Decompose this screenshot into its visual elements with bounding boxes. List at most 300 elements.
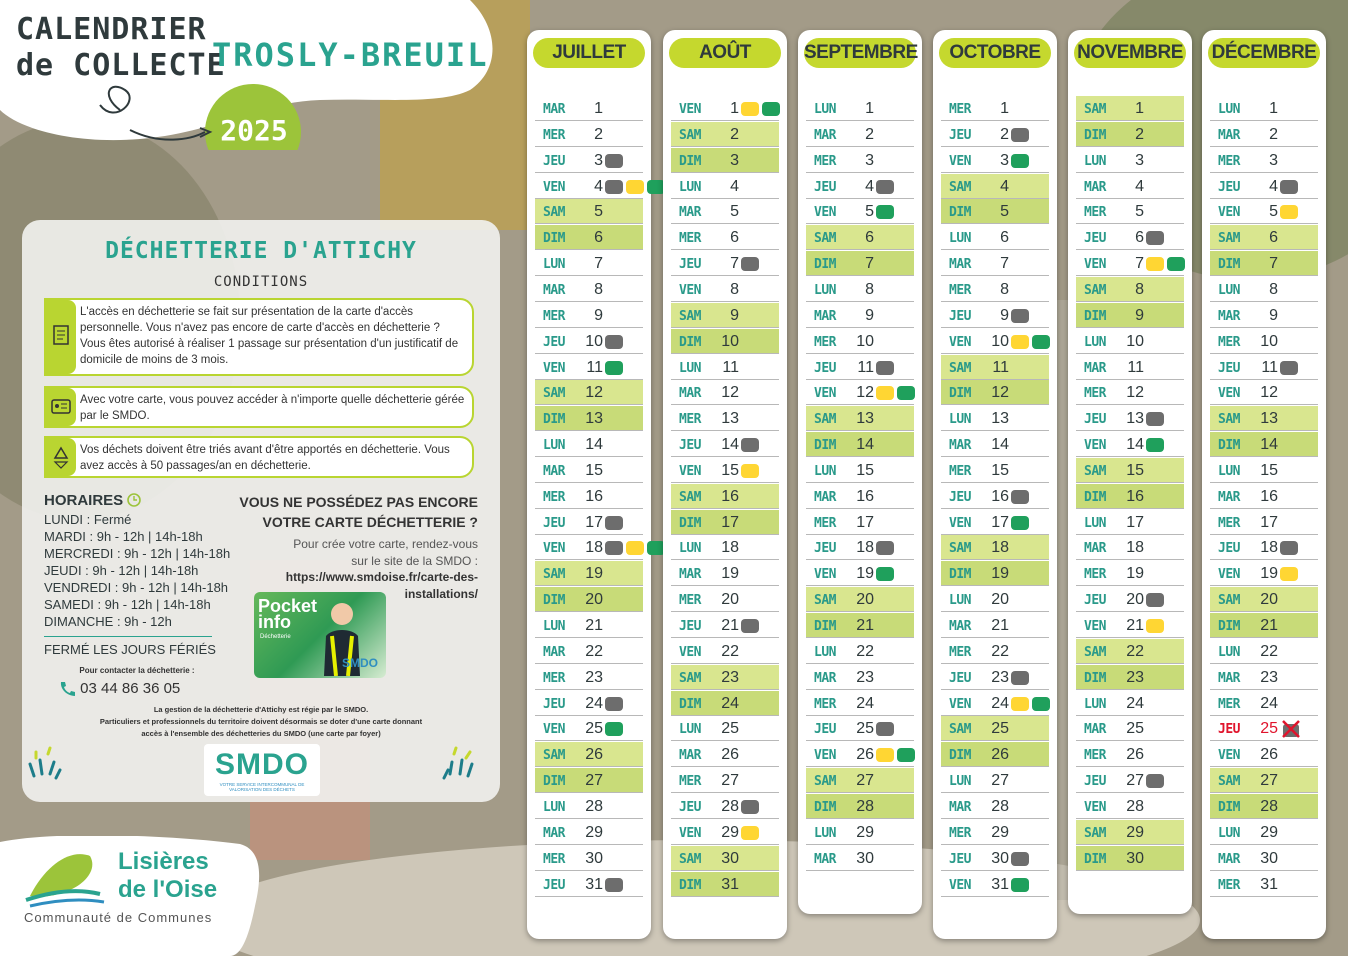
clock-icon: [127, 493, 141, 507]
day-row: [535, 96, 643, 121]
day-name: MAR: [1084, 722, 1106, 738]
day-name: JEU: [949, 127, 971, 143]
day-row: [1210, 303, 1318, 328]
day-number: 5: [1000, 203, 1009, 221]
day-number: 8: [1135, 280, 1144, 298]
day-row: [1076, 432, 1184, 457]
day-number: 25: [1126, 720, 1144, 738]
day-row: [1076, 199, 1184, 224]
day-number: 7: [1269, 255, 1278, 273]
day-name: VEN: [1084, 257, 1106, 273]
day-number: 23: [585, 668, 603, 686]
day-row: [941, 458, 1049, 483]
day-name: LUN: [543, 619, 565, 634]
day-row: [941, 380, 1049, 405]
day-number: 29: [1260, 823, 1278, 841]
year-badge: 2025: [220, 114, 288, 147]
day-number: 13: [991, 410, 1009, 428]
day-number: 25: [856, 720, 874, 738]
day-number: 13: [856, 410, 874, 428]
day-number: 13: [1126, 410, 1144, 428]
day-number: 17: [721, 513, 739, 531]
day-row: [1210, 768, 1318, 793]
day-number: 3: [865, 151, 874, 169]
day-number: 24: [1126, 694, 1144, 712]
horaire-line: MERCREDI : 9h - 12h | 14h-18h: [44, 546, 231, 561]
day-number: 6: [1269, 229, 1278, 247]
day-name: MAR: [1218, 851, 1240, 867]
day-number: 22: [991, 642, 1009, 660]
day-name: MAR: [1218, 308, 1240, 324]
day-number: 16: [1260, 487, 1278, 505]
day-row: [535, 484, 643, 509]
day-number: 10: [585, 332, 603, 350]
horaire-line: JEUDI : 9h - 12h | 14h-18h: [44, 563, 199, 578]
day-number: 16: [1126, 487, 1144, 505]
day-number: 4: [1000, 177, 1009, 195]
day-row: [806, 148, 914, 173]
day-name: MER: [949, 282, 971, 298]
day-row: [806, 510, 914, 535]
day-name: DIM: [1084, 851, 1106, 867]
day-row: [1076, 458, 1184, 483]
town-title: TROSLY-BREUIL: [212, 36, 489, 74]
day-number: 1: [730, 100, 739, 117]
day-row: [941, 510, 1049, 535]
day-row: [671, 535, 779, 560]
day-row: [671, 251, 779, 276]
day-row: [941, 406, 1049, 431]
condition-box-3: [44, 436, 474, 478]
day-name: DIM: [679, 515, 701, 531]
day-row: [806, 174, 914, 199]
day-row: [1210, 122, 1318, 147]
day-row: [941, 225, 1049, 250]
link-line-2[interactable]: installations/: [404, 587, 478, 601]
day-row: [1076, 665, 1184, 690]
day-row: [1076, 329, 1184, 354]
day-row: [941, 716, 1049, 741]
day-name: JEU: [1084, 774, 1106, 790]
day-row: [1076, 251, 1184, 276]
day-name: DIM: [1084, 670, 1106, 686]
document-icon: [46, 300, 76, 374]
day-name: MAR: [679, 567, 701, 583]
glass-bin-icon: [876, 205, 894, 219]
day-number: 20: [1260, 591, 1278, 609]
day-row: [535, 355, 643, 380]
day-name: DIM: [1218, 619, 1240, 634]
day-row: [671, 561, 779, 586]
day-number: 11: [1127, 358, 1144, 376]
note-line-1: La gestion de la déchetterie d'Attichy est régie par le SMDO.: [153, 705, 369, 714]
management-note: [52, 704, 470, 740]
day-name: MER: [679, 231, 701, 247]
day-name: JEU: [1218, 541, 1240, 557]
day-row: [806, 742, 914, 767]
day-name: MER: [814, 696, 836, 712]
day-number: 1: [865, 100, 874, 117]
day-row: [1210, 484, 1318, 509]
day-row: [806, 122, 914, 147]
day-number: 4: [1269, 177, 1278, 195]
month-name: AOÛT: [699, 42, 751, 63]
day-name: SAM: [1084, 282, 1106, 298]
day-name: JEU: [814, 541, 836, 557]
month-name: OCTOBRE: [949, 42, 1041, 63]
day-number: 18: [856, 539, 874, 557]
day-name: JEU: [1084, 231, 1106, 247]
day-row: [535, 122, 643, 147]
day-number: 17: [856, 513, 874, 531]
day-number: 1: [1269, 100, 1278, 117]
horaires-label: HORAIRES: [44, 492, 124, 509]
day-row: [671, 329, 779, 354]
day-row: [1210, 691, 1318, 716]
day-name: DIM: [679, 696, 701, 712]
day-number: 7: [865, 255, 874, 273]
day-row: [806, 535, 914, 560]
household-waste-bin-icon: [741, 257, 759, 271]
day-name: JEU: [679, 619, 701, 634]
day-number: 12: [585, 384, 603, 402]
day-row: [1210, 665, 1318, 690]
note-line-2: Particuliers et professionnels du territoire doivent désormais se doter d'une carte donnant: [99, 717, 423, 726]
household-waste-bin-icon: [741, 800, 759, 814]
day-name: SAM: [949, 179, 971, 195]
day-row: [806, 355, 914, 380]
sparkle-left-icon: [28, 740, 62, 780]
day-number: 15: [1126, 461, 1144, 479]
day-name: MER: [543, 489, 565, 505]
day-name: VEN: [679, 825, 701, 841]
day-row: [806, 639, 914, 664]
day-row: [535, 587, 643, 612]
day-name: MER: [1084, 567, 1106, 583]
day-name: DIM: [679, 334, 701, 350]
day-number: 8: [730, 280, 739, 298]
day-row: [806, 665, 914, 690]
household-waste-bin-icon: [876, 361, 894, 375]
day-name: JEU: [679, 799, 701, 815]
day-number: 23: [856, 668, 874, 686]
note-line-3: accès à l'ensemble des déchetteries du SMDO (une carte par foyer): [141, 729, 381, 738]
day-row: [535, 380, 643, 405]
day-name: MAR: [814, 489, 836, 505]
month-header: [804, 38, 916, 68]
day-number: 13: [1260, 410, 1278, 428]
day-row: [535, 768, 643, 793]
day-number: 14: [991, 436, 1009, 454]
day-row: [535, 458, 643, 483]
day-row: [1210, 406, 1318, 431]
day-number: 28: [1260, 797, 1278, 815]
day-name: VEN: [543, 541, 565, 557]
day-row: [941, 174, 1049, 199]
day-row: [671, 768, 779, 793]
day-name: JEU: [814, 360, 836, 376]
day-name: VEN: [814, 567, 836, 583]
day-name: MER: [543, 670, 565, 686]
smdo-logo-text: SMDO: [215, 748, 309, 781]
day-number: 1: [1135, 100, 1144, 117]
title-line1: CALENDRIER: [16, 12, 207, 47]
day-number: 25: [1260, 720, 1278, 738]
day-name: VEN: [814, 748, 836, 764]
day-number: 12: [1260, 384, 1278, 402]
day-name: LUN: [814, 102, 836, 117]
pocket-subtitle: Déchetterie: [260, 634, 291, 640]
day-number: 28: [856, 797, 874, 815]
day-row: [671, 742, 779, 767]
day-name: DIM: [949, 386, 971, 402]
day-number: 5: [594, 203, 603, 221]
dechetterie-panel: [22, 220, 500, 802]
day-name: JEU: [543, 515, 565, 531]
day-name: MER: [814, 334, 836, 350]
glass-bin-icon: [1011, 878, 1029, 892]
phone-number: [58, 680, 180, 697]
pocket-logo: SMDO: [342, 656, 378, 670]
day-row: [671, 794, 779, 819]
day-name: LUN: [679, 541, 701, 557]
day-number: 3: [594, 151, 603, 169]
day-row: [941, 148, 1049, 173]
day-row: [1076, 820, 1184, 845]
day-number: 6: [730, 229, 739, 247]
day-number: 27: [856, 772, 874, 790]
day-row: [671, 665, 779, 690]
day-number: 27: [721, 772, 739, 790]
day-number: 29: [1126, 823, 1144, 841]
day-row: [671, 174, 779, 199]
day-number: 27: [991, 772, 1009, 790]
day-row: [806, 561, 914, 586]
day-name: SAM: [1218, 231, 1240, 247]
day-row: [671, 510, 779, 535]
day-name: MER: [1218, 334, 1240, 350]
day-name: MAR: [543, 644, 565, 660]
day-name: JEU: [1218, 722, 1240, 738]
day-row: [941, 768, 1049, 793]
day-row: [671, 303, 779, 328]
month-name: DÉCEMBRE: [1211, 42, 1317, 63]
day-row: [941, 872, 1049, 897]
day-name: JEU: [679, 438, 701, 454]
day-number: 9: [1269, 306, 1278, 324]
day-number: 2: [1269, 125, 1278, 143]
day-name: MER: [1218, 515, 1240, 531]
day-row: [941, 355, 1049, 380]
day-row: [671, 820, 779, 845]
day-number: 5: [1135, 203, 1144, 221]
day-number: 15: [1260, 461, 1278, 479]
day-row: [535, 225, 643, 250]
day-row: [671, 716, 779, 741]
day-number: 7: [730, 255, 739, 273]
day-name: JEU: [949, 851, 971, 867]
day-name: SAM: [1084, 463, 1106, 479]
day-number: 14: [721, 436, 739, 454]
smdo-logo: [204, 744, 320, 796]
day-row: [671, 199, 779, 224]
day-name: MER: [1218, 153, 1240, 169]
day-name: MER: [679, 412, 701, 428]
day-number: 19: [721, 565, 739, 583]
day-row: [535, 406, 643, 431]
day-number: 14: [856, 436, 874, 454]
recycling-bin-icon: [1011, 697, 1029, 711]
day-number: 28: [991, 797, 1009, 815]
day-row: [806, 432, 914, 457]
day-row: [806, 251, 914, 276]
day-row: [941, 329, 1049, 354]
day-row: [941, 303, 1049, 328]
day-number: 5: [865, 203, 874, 221]
day-name: MER: [679, 593, 701, 609]
day-row: [671, 691, 779, 716]
phone-icon: [58, 680, 76, 696]
phone-text: 03 44 86 36 05: [80, 680, 181, 697]
day-row: [1076, 561, 1184, 586]
glass-bin-icon: [605, 361, 623, 375]
day-row: [806, 691, 914, 716]
divider: [44, 636, 212, 637]
day-row: [535, 199, 643, 224]
day-name: MER: [814, 515, 836, 531]
month-column-3: [798, 30, 922, 914]
day-number: 10: [721, 332, 739, 350]
day-name: LUN: [1084, 696, 1106, 712]
day-name: SAM: [949, 722, 971, 738]
day-name: SAM: [949, 360, 971, 376]
day-row: [806, 329, 914, 354]
day-name: MAR: [1218, 670, 1240, 686]
day-number: 23: [1260, 668, 1278, 686]
sparkle-right-icon: [440, 740, 474, 780]
day-name: DIM: [949, 567, 971, 583]
recycling-bin-icon: [626, 541, 644, 555]
day-number: 10: [856, 332, 874, 350]
day-number: 11: [857, 358, 874, 376]
day-row: [1076, 510, 1184, 535]
day-number: 8: [865, 280, 874, 298]
household-waste-bin-icon: [605, 878, 623, 892]
recycling-bin-icon: [876, 386, 894, 400]
day-number: 4: [1135, 177, 1144, 195]
household-waste-bin-icon: [1011, 128, 1029, 142]
day-number: 6: [594, 229, 603, 247]
day-number: 7: [1000, 255, 1009, 273]
day-number: 21: [585, 617, 603, 634]
glass-bin-icon: [1011, 516, 1029, 530]
day-number: 17: [1126, 513, 1144, 531]
day-row: [535, 148, 643, 173]
day-name: MER: [543, 127, 565, 143]
day-row: [941, 587, 1049, 612]
day-name: JEU: [543, 696, 565, 712]
day-row: [1076, 535, 1184, 560]
household-waste-bin-icon: [1146, 593, 1164, 607]
day-row: [1210, 742, 1318, 767]
recycling-bin-icon: [1146, 619, 1164, 633]
day-row: [671, 122, 779, 147]
day-row: [806, 199, 914, 224]
day-number: 16: [856, 487, 874, 505]
day-name: MAR: [679, 205, 701, 221]
household-waste-bin-icon: [605, 516, 623, 530]
day-name: JEU: [1084, 412, 1106, 428]
day-row: [671, 458, 779, 483]
lisieres-line3: Communauté de Communes: [24, 910, 213, 925]
day-row: [1210, 820, 1318, 845]
day-row: [535, 872, 643, 897]
day-row: [535, 535, 643, 560]
glass-bin-icon: [876, 567, 894, 581]
ferme-feries: FERMÉ LES JOURS FÉRIÉS: [44, 642, 216, 657]
household-waste-bin-icon: [605, 335, 623, 349]
household-waste-bin-icon: [1146, 412, 1164, 426]
day-row: [1210, 794, 1318, 819]
horaire-line: VENDREDI : 9h - 12h | 14h-18h: [44, 580, 229, 595]
recycling-bin-icon: [1280, 567, 1298, 581]
recycling-bin-icon: [1011, 335, 1029, 349]
day-name: JEU: [949, 308, 971, 324]
day-row: [806, 794, 914, 819]
day-row: [671, 846, 779, 871]
day-name: JEU: [1218, 360, 1240, 376]
link-line-1[interactable]: https://www.smdoise.fr/carte-des-: [285, 570, 478, 584]
day-row: [1210, 199, 1318, 224]
month-column-4: [933, 30, 1057, 939]
day-name: SAM: [679, 308, 701, 324]
day-row: [941, 251, 1049, 276]
day-row: [941, 432, 1049, 457]
pocket-title: [258, 598, 317, 630]
day-row: [941, 639, 1049, 664]
day-row: [806, 96, 914, 121]
day-name: VEN: [679, 102, 701, 117]
day-row: [535, 716, 643, 741]
day-name: DIM: [1084, 489, 1106, 505]
day-number: 6: [865, 229, 874, 247]
day-name: DIM: [1084, 127, 1106, 143]
smdo-tagline: VOTRE SERVICE INTERCOMMUNAL DE VALORISATION DES DÉCHETS: [219, 782, 305, 792]
day-name: LUN: [814, 644, 836, 660]
cancelled-collection-icon: [1280, 718, 1302, 740]
day-name: MAR: [814, 851, 836, 867]
condition-box-1: [44, 298, 474, 376]
day-row: [941, 665, 1049, 690]
day-number: 20: [991, 591, 1009, 609]
household-waste-bin-icon: [1011, 671, 1029, 685]
glass-bin-icon: [1011, 154, 1029, 168]
horaire-line: SAMEDI : 9h - 12h | 14h-18h: [44, 597, 211, 612]
month-header: [669, 38, 781, 68]
day-name: VEN: [543, 360, 565, 376]
day-number: 26: [1260, 746, 1278, 764]
day-name: VEN: [543, 179, 565, 195]
day-name: SAM: [814, 412, 836, 428]
day-number: 19: [991, 565, 1009, 583]
lisieres-line2: de l'Oise: [118, 876, 218, 903]
day-number: 19: [1260, 565, 1278, 583]
day-row: [806, 484, 914, 509]
day-name: MAR: [814, 127, 836, 143]
day-row: [1076, 174, 1184, 199]
recycling-bin-icon: [1280, 205, 1298, 219]
day-row: [941, 122, 1049, 147]
